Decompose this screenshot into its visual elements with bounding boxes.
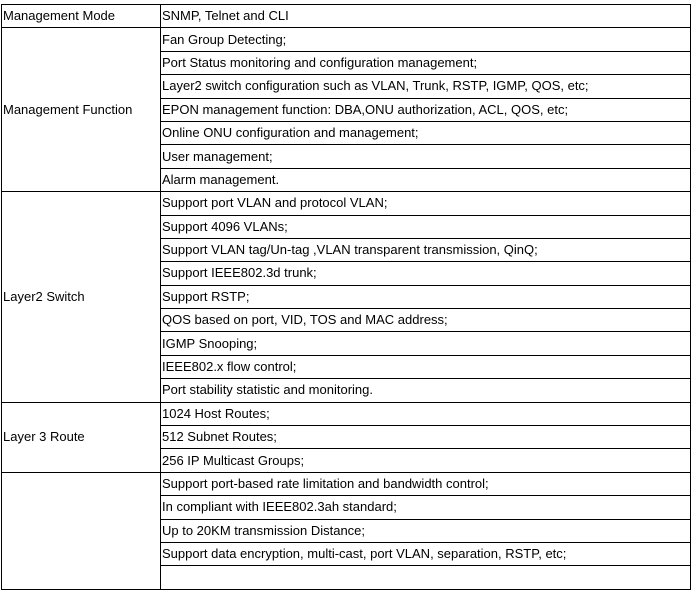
feature-cell: 256 IP Multicast Groups; xyxy=(161,449,691,472)
feature-cell: Layer2 switch configuration such as VLAN, Trunk, RSTP, IGMP, QOS, etc; xyxy=(161,75,691,98)
feature-cell: In compliant with IEEE802.3ah standard; xyxy=(161,496,691,519)
feature-cell xyxy=(161,566,691,589)
feature-cell: Support data encryption, multi-cast, port VLAN, separation, RSTP, etc; xyxy=(161,542,691,565)
category-cell: Management Function xyxy=(2,28,161,192)
feature-cell: Port stability statistic and monitoring. xyxy=(161,379,691,402)
feature-cell: Port Status monitoring and configuration management; xyxy=(161,51,691,74)
table-row xyxy=(2,192,691,215)
category-cell: Management Mode xyxy=(2,5,161,28)
feature-cell: 1024 Host Routes; xyxy=(161,402,691,425)
table-row xyxy=(2,402,691,425)
category-cell: Layer2 Switch xyxy=(2,192,161,403)
table-row xyxy=(2,5,691,28)
feature-cell: Support IEEE802.3d trunk; xyxy=(161,262,691,285)
feature-cell: Support port VLAN and protocol VLAN; xyxy=(161,192,691,215)
feature-cell: Support port-based rate limitation and bandwidth control; xyxy=(161,472,691,495)
feature-cell: Alarm management. xyxy=(161,168,691,191)
feature-cell: Support 4096 VLANs; xyxy=(161,215,691,238)
feature-cell: QOS based on port, VID, TOS and MAC address; xyxy=(161,309,691,332)
table-row xyxy=(2,472,691,495)
feature-cell: 512 Subnet Routes; xyxy=(161,426,691,449)
feature-cell: SNMP, Telnet and CLI xyxy=(161,5,691,28)
feature-cell: EPON management function: DBA,ONU authorization, ACL, QOS, etc; xyxy=(161,98,691,121)
table-row xyxy=(2,28,691,51)
feature-cell: Up to 20KM transmission Distance; xyxy=(161,519,691,542)
feature-cell: User management; xyxy=(161,145,691,168)
category-cell: Layer 3 Route xyxy=(2,402,161,472)
feature-cell: Support VLAN tag/Un-tag ,VLAN transparent transmission, QinQ; xyxy=(161,238,691,261)
feature-cell: Online ONU configuration and management; xyxy=(161,121,691,144)
feature-cell: Support RSTP; xyxy=(161,285,691,308)
feature-cell: IEEE802.x flow control; xyxy=(161,355,691,378)
category-cell xyxy=(2,472,161,589)
feature-cell: IGMP Snooping; xyxy=(161,332,691,355)
spec-table-body xyxy=(2,5,691,590)
spec-table xyxy=(1,4,691,590)
feature-cell: Fan Group Detecting; xyxy=(161,28,691,51)
